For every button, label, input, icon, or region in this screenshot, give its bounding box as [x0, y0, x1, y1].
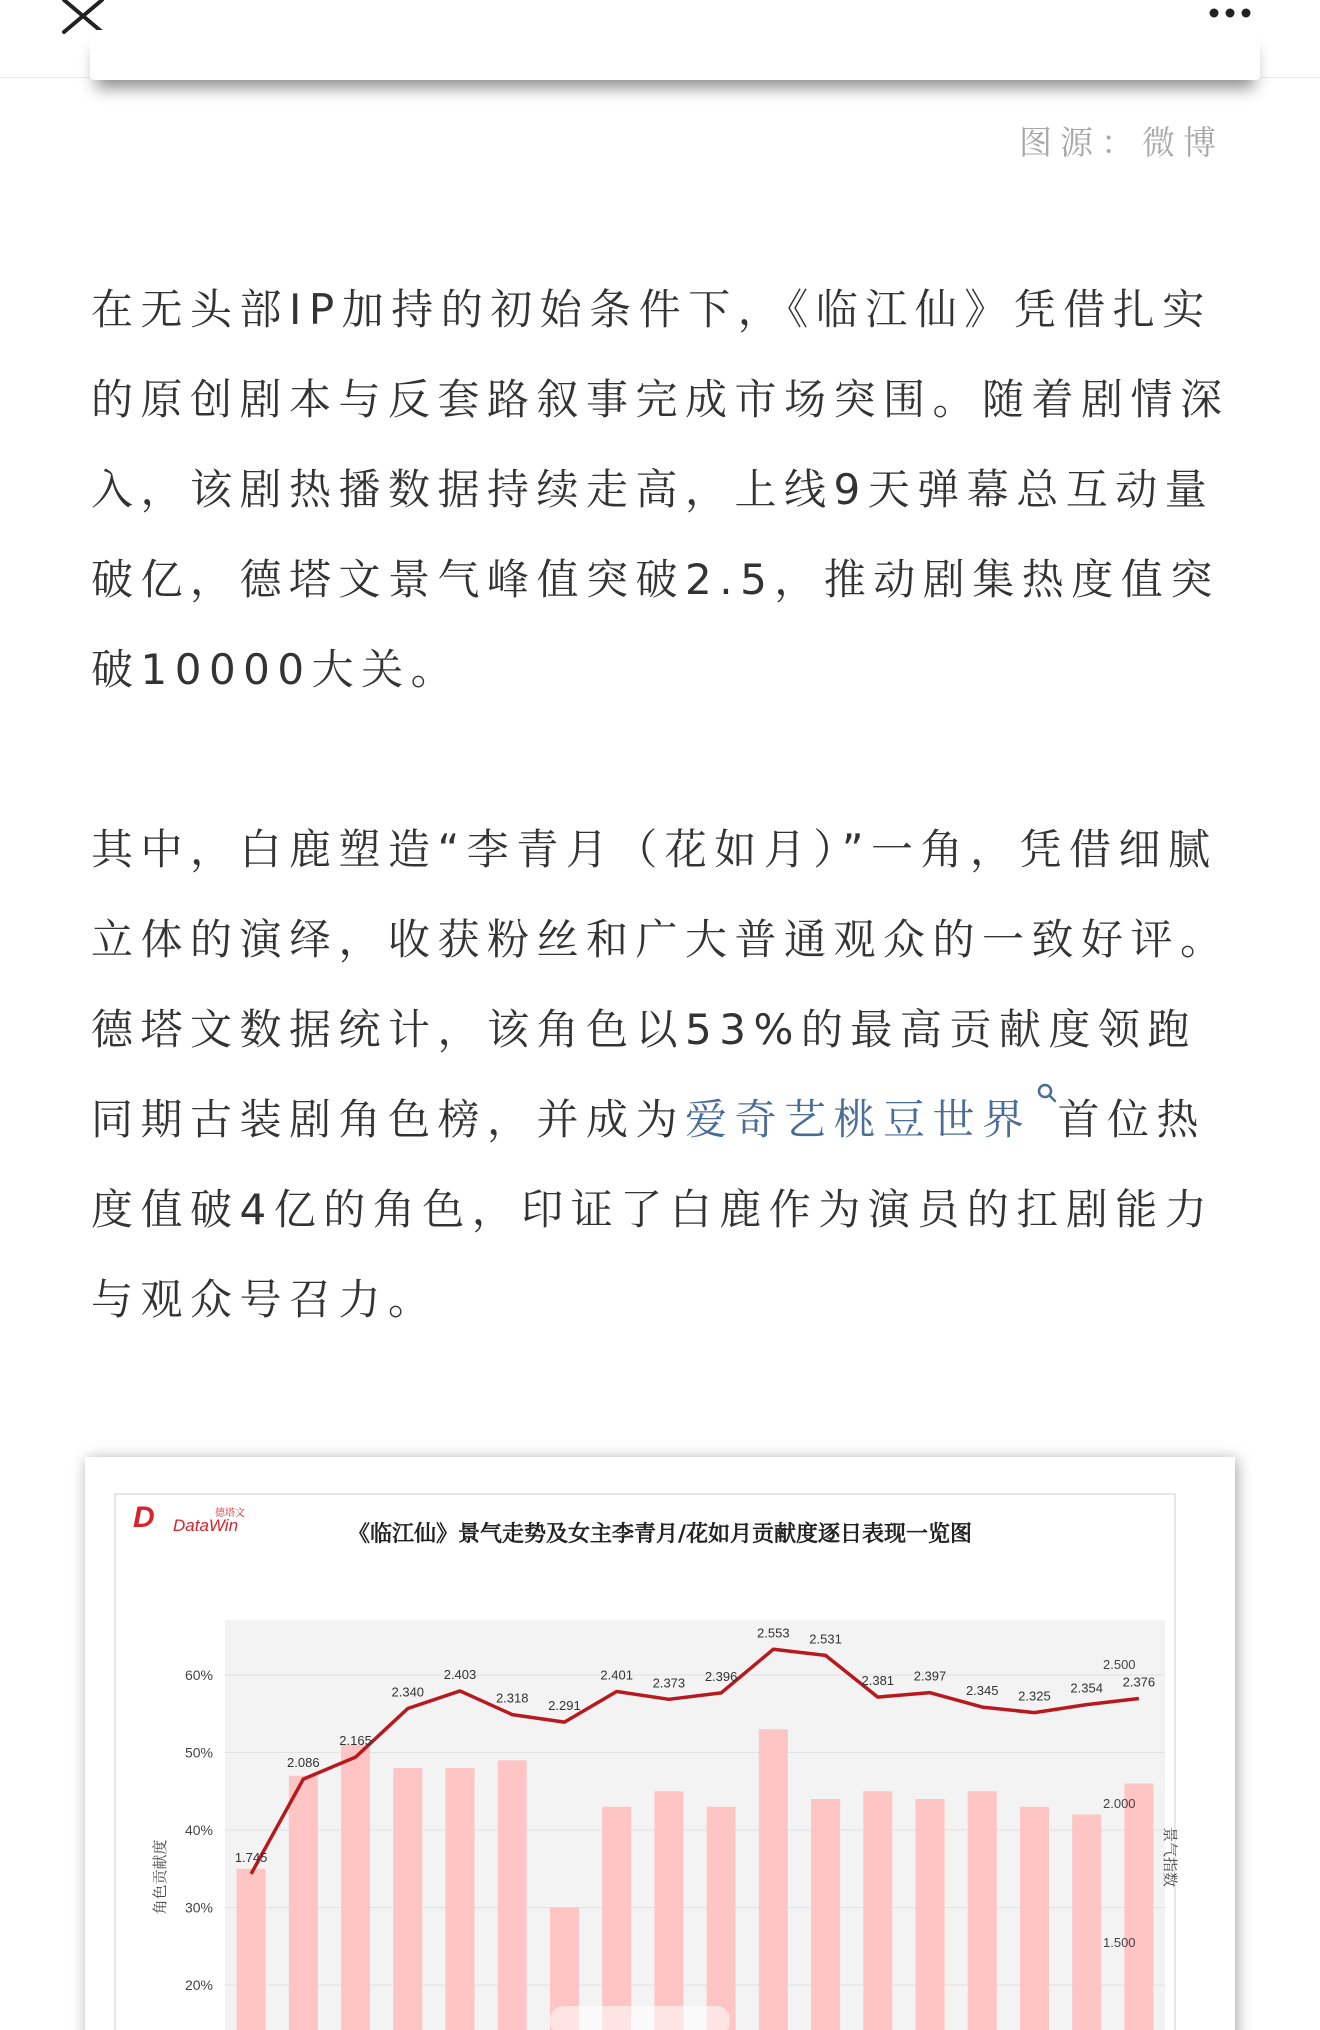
more-dots-icon	[1200, 0, 1280, 30]
left-axis-tick-label: 40%	[184, 1822, 213, 1838]
data-label: 2.165	[339, 1733, 372, 1749]
data-label: 2.403	[443, 1666, 477, 1682]
data-label: 1.745	[234, 1849, 268, 1865]
contribution-bar	[341, 1745, 370, 2030]
contribution-bar	[1072, 1815, 1101, 2030]
data-label: 2.553	[757, 1625, 790, 1641]
right-axis-tick-label: 2.500	[1103, 1657, 1136, 1672]
search-icon[interactable]	[1036, 1082, 1058, 1104]
contribution-bar	[968, 1791, 997, 2030]
logo-mark: D	[133, 1501, 155, 1534]
contribution-bar	[811, 1799, 840, 2030]
article-paragraph-1: 在无头部IP加持的初始条件下，《临江仙》凭借扎实的原创剧本与反套路叙事完成市场突围。随着剧情深入，该剧热播数据持续走高，上线9天弹幕总互动量破亿，德塔文景气峰值突破2.5，推动剧集热度值突破10000大关。	[91, 285, 1230, 694]
left-axis-tick-label: 60%	[184, 1667, 213, 1683]
data-label: 2.397	[913, 1668, 947, 1684]
data-label: 2.381	[861, 1673, 895, 1689]
left-axis-tick-label: 20%	[184, 1977, 213, 1993]
right-axis-title: 景气指数	[1161, 1826, 1179, 1888]
contribution-bar	[1020, 1807, 1049, 2030]
iqiyi-taodou-world-link[interactable]: 爱奇艺桃豆世界	[685, 1095, 1032, 1144]
contribution-bar	[863, 1791, 892, 2030]
chart-svg	[85, 1457, 1235, 2030]
contribution-bar	[237, 1869, 266, 2030]
contribution-bar	[446, 1768, 475, 2030]
watermark-pill	[550, 2006, 730, 2030]
data-label: 2.340	[391, 1684, 425, 1700]
contribution-bar	[759, 1729, 788, 2030]
left-axis-title: 角色贡献度	[151, 1839, 169, 1915]
data-label: 2.376	[1122, 1674, 1156, 1690]
chart-image-card[interactable]	[85, 1457, 1235, 2030]
logo-en-text: DataWin	[173, 1516, 239, 1535]
logo-cn-text: 德塔文	[215, 1508, 245, 1519]
previous-image-bottom-edge	[90, 30, 1260, 80]
data-label: 2.373	[652, 1675, 686, 1691]
data-label: 2.318	[495, 1690, 529, 1706]
contribution-bar	[916, 1799, 945, 2030]
data-label: 2.531	[809, 1631, 842, 1647]
right-axis-tick-label: 1.500	[1103, 1935, 1136, 1950]
paragraph-2-text-a: 其中，白鹿塑造“李青月（花如月）”一角，凭借细腻立体的演绎，收获粉丝和广大普通观众的一致好评。德塔文数据统计，该角色以53%的最高贡献度领跑同期古装剧角色榜，并成为	[91, 825, 1230, 1144]
article-paragraph-2	[91, 805, 1231, 1345]
data-label: 2.325	[1018, 1688, 1051, 1704]
chart-title: 《临江仙》景气走势及女主李青月/花如月贡献度逐日表现一览图	[347, 1522, 973, 1547]
contribution-bar	[654, 1791, 683, 2030]
data-label: 2.396	[704, 1668, 738, 1684]
data-label: 2.086	[287, 1755, 320, 1771]
contribution-bar	[1124, 1784, 1153, 2030]
data-label: 2.345	[965, 1683, 999, 1699]
contribution-bar	[289, 1776, 318, 2030]
contribution-bar	[707, 1807, 736, 2030]
left-axis-tick-label: 50%	[184, 1744, 213, 1761]
contribution-bar	[498, 1760, 527, 2030]
right-axis-tick-label: 2.000	[1103, 1796, 1136, 1811]
contribution-bar	[602, 1807, 631, 2030]
image-source-caption: 图源：微博	[1019, 123, 1224, 162]
more-options-button[interactable]	[1200, 0, 1280, 30]
data-label: 2.401	[600, 1667, 633, 1683]
paragraph-2-text-b: 首位热度值破4亿的角色，印证了白鹿作为演员的扛剧能力与观众号召力。	[91, 1095, 1215, 1324]
contribution-bar	[393, 1768, 422, 2030]
data-label: 2.354	[1070, 1680, 1103, 1696]
data-label: 2.291	[548, 1698, 581, 1714]
left-axis-tick-label: 30%	[184, 1899, 213, 1916]
